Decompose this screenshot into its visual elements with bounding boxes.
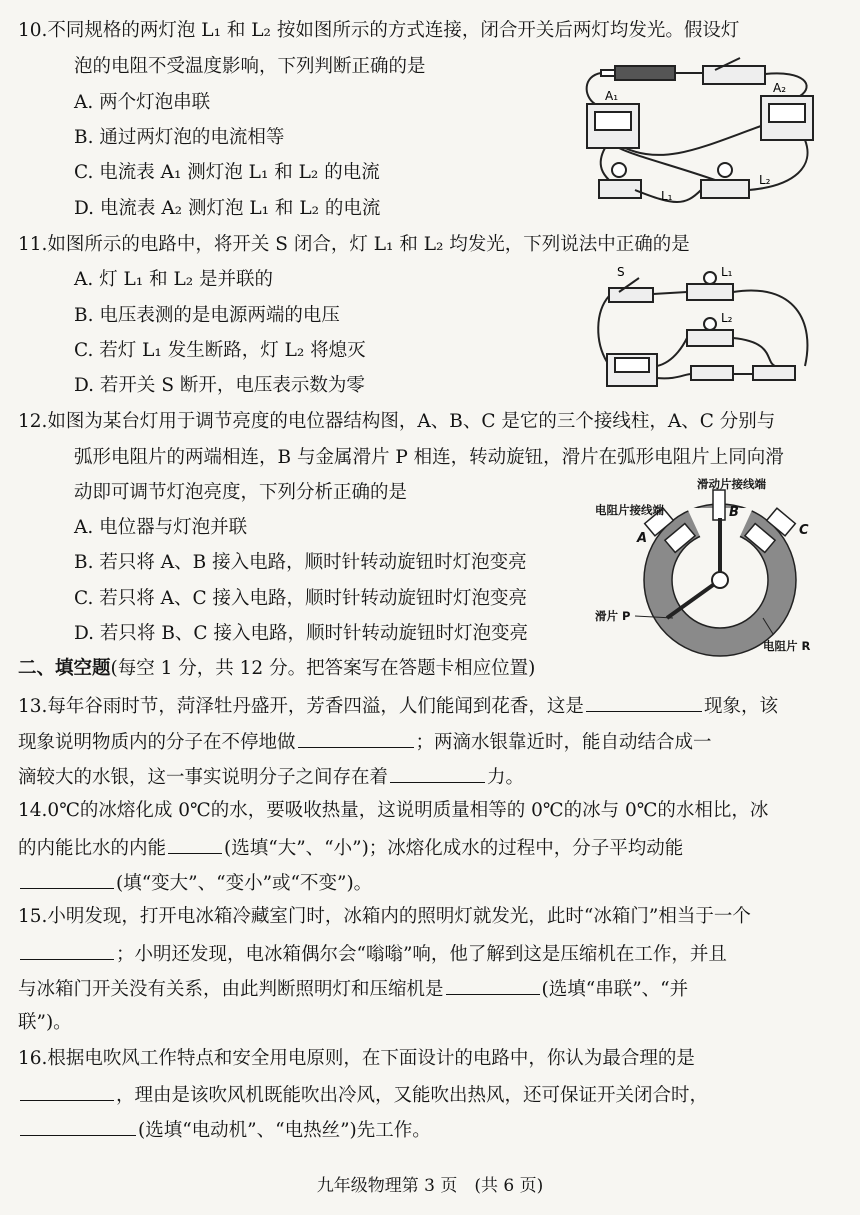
q11-option-c: C. 若灯 L₁ 发生断路，灯 L₂ 将熄灭 [74, 340, 366, 361]
q14-line1: 14.0℃的冰熔化成 0℃的水，要吸收热量，这说明质量相等的 0℃的冰与 0℃的水相比，冰 [18, 800, 769, 821]
q14-text-2a: 的内能比水的内能 [18, 838, 167, 859]
q15-blank-2 [446, 976, 540, 995]
q12-label-slider-terminal: 滑动片接线端 [697, 478, 766, 491]
q14-line2 [18, 835, 683, 861]
q10-stem-line1: 10.不同规格的两灯泡 L₁ 和 L₂ 按如图所示的方式连接，闭合开关后两灯均发光。假设灯 [18, 20, 740, 41]
section-fill-in-blank [18, 657, 535, 681]
q15-blank-1 [20, 941, 114, 960]
q13-text-2b: ；两滴水银靠近时，能自动结合成一 [415, 732, 712, 753]
q12-label-a: A [637, 531, 648, 546]
q13-text-3b: 力。 [487, 767, 525, 788]
q13-text-3a: 滴较大的水银，这一事实说明分子之间存在着 [18, 767, 389, 788]
q11-label-s: S [617, 265, 625, 279]
q10-option-a: A. 两个灯泡串联 [74, 92, 211, 113]
q12-option-b: B. 若只将 A、B 接入电路，顺时针转动旋钮时灯泡变亮 [74, 552, 527, 573]
q12-stem-line2: 弧形电阻片的两端相连，B 与金属滑片 P 相连，转动旋钮，滑片在弧形电阻片上同向滑 [74, 447, 784, 468]
q12-label-slider: 滑片 P [595, 609, 631, 623]
q12-potentiometer-figure [595, 478, 827, 658]
q11-label-l2: L₂ [721, 311, 733, 325]
q16-blank-2 [20, 1117, 136, 1136]
q14-blank-1 [168, 835, 222, 854]
q10-stem-line2: 泡的电阻不受温度影响，下列判断正确的是 [74, 56, 426, 77]
q10-option-b: B. 通过两灯泡的电流相等 [74, 127, 285, 148]
q13-line3 [18, 764, 524, 790]
q11-circuit-figure [595, 262, 820, 390]
q15-line1: 15.小明发现，打开电冰箱冷藏室门时，冰箱内的照明灯就发光，此时“冰箱门”相当于一个 [18, 906, 751, 927]
section-title: 二、填空题 [18, 658, 111, 679]
q16-text-2b: ，理由是该吹风机既能吹出冷风，又能吹出热风，还可保证开关闭合时， [116, 1085, 709, 1106]
q11-stem: 11.如图所示的电路中，将开关 S 闭合，灯 L₁ 和 L₂ 均发光，下列说法中正确的是 [18, 234, 690, 255]
q15-line2 [18, 941, 727, 967]
q11-option-a: A. 灯 L₁ 和 L₂ 是并联的 [74, 269, 274, 290]
q13-blank-3 [390, 764, 485, 783]
q12-stem-line1: 12.如图为某台灯用于调节亮度的电位器结构图，A、B、C 是它的三个接线柱，A、C 分别与 [18, 411, 776, 432]
q14-line3 [18, 870, 372, 896]
q15-text-3a: 与冰箱门开关没有关系，由此判断照明灯和压缩机是 [18, 979, 444, 1000]
q16-blank-1 [20, 1082, 114, 1101]
q12-label-c: C [799, 523, 809, 538]
q12-label-b: B [729, 505, 739, 520]
q15-text-2b: ；小明还发现，电冰箱偶尔会“嗡嗡”响，他了解到这是压缩机在工作，并且 [116, 944, 727, 965]
q12-option-d: D. 若只将 B、C 接入电路，顺时针转动旋钮时灯泡变亮 [74, 623, 528, 644]
q15-line3 [18, 976, 688, 1002]
q12-label-resistor-terminal: 电阻片接线端 [595, 503, 664, 517]
q14-text-3b: (填“变大”、“变小”或“不变”)。 [116, 873, 373, 894]
q16-line3 [18, 1117, 431, 1143]
page-footer: 九年级物理第 3 页 (共 6 页) [316, 1176, 544, 1196]
q13-line2 [18, 729, 712, 755]
q10-label-a1: A₁ [605, 89, 619, 103]
q14-blank-2 [20, 870, 114, 889]
q13-text-1a: 13.每年谷雨时节，菏泽牡丹盛开，芳香四溢，人们能闻到花香，这是 [18, 696, 584, 717]
section-note: (每空 1 分，共 12 分。把答案写在答题卡相应位置) [110, 658, 536, 679]
q12-option-c: C. 若只将 A、C 接入电路，顺时针转动旋钮时灯泡变亮 [74, 588, 528, 609]
q16-text-3b: (选填“电动机”、“电热丝”)先工作。 [138, 1120, 431, 1141]
q13-text-1b: 现象，该 [703, 696, 778, 717]
q10-label-l1: L₁ [661, 189, 673, 203]
q10-circuit-figure [575, 56, 835, 216]
q10-label-a2: A₂ [773, 81, 787, 95]
q13-text-2a: 现象说明物质内的分子在不停地做 [18, 732, 296, 753]
q13-blank-1 [586, 693, 702, 712]
q11-option-d: D. 若开关 S 断开，电压表示数为零 [74, 375, 365, 396]
q12-option-a: A. 电位器与灯泡并联 [74, 517, 248, 538]
q13-blank-2 [298, 729, 414, 748]
q16-line1: 16.根据电吹风工作特点和安全用电原则，在下面设计的电路中，你认为最合理的是 [18, 1048, 695, 1069]
q16-line2 [18, 1082, 708, 1108]
q12-stem-line3: 动即可调节灯泡亮度，下列分析正确的是 [74, 482, 408, 503]
q11-label-l1: L₁ [721, 265, 733, 279]
q10-option-d: D. 电流表 A₂ 测灯泡 L₁ 和 L₂ 的电流 [74, 198, 381, 219]
q14-text-2b: (选填“大”、“小”)；冰熔化成水的过程中，分子平均动能 [224, 838, 684, 859]
q12-label-resistor: 电阻片 R [763, 639, 811, 653]
q10-label-l2: L₂ [759, 173, 771, 187]
q15-text-3b: (选填“串联”、“并 [541, 979, 689, 1000]
q10-option-c: C. 电流表 A₁ 测灯泡 L₁ 和 L₂ 的电流 [74, 162, 380, 183]
q11-option-b: B. 电压表测的是电源两端的电压 [74, 305, 340, 326]
q13-line1 [18, 693, 778, 719]
q15-line4: 联”)。 [18, 1012, 72, 1033]
